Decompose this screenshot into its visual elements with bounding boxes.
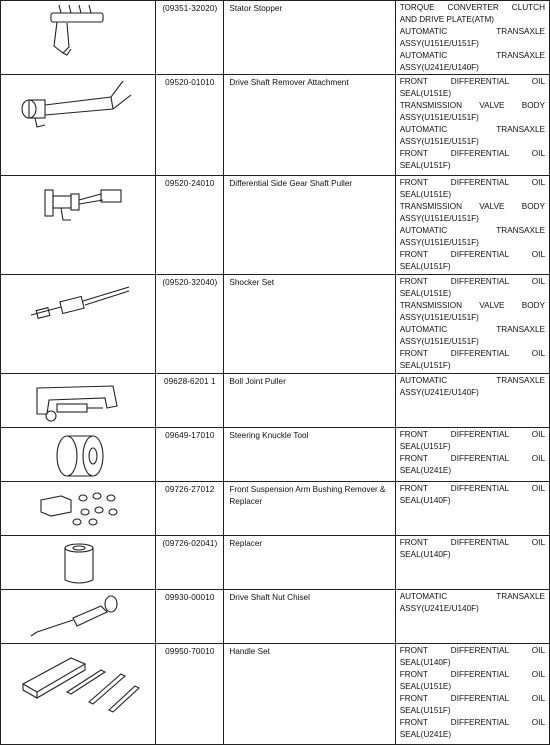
tool-illustration — [1, 275, 156, 374]
application-line: SEAL(U151E) — [399, 289, 452, 298]
application-line: FRONT DIFFERENTIAL OIL — [399, 454, 545, 463]
side-gear-shaft-puller-icon — [1, 176, 155, 274]
table-row — [1, 75, 550, 176]
application-line: SEAL(U151E) — [399, 89, 452, 98]
application-line: FRONT DIFFERENTIAL OIL — [399, 718, 545, 727]
table-row — [1, 374, 550, 428]
part-number: 09950-70010 — [156, 644, 224, 745]
application-line: ASSY(U241E/U140F) — [399, 388, 479, 397]
application-cell — [395, 75, 549, 176]
application-line: FRONT DIFFERENTIAL OIL — [399, 430, 545, 439]
application-cell — [395, 644, 549, 745]
application-line: FRONT DIFFERENTIAL OIL — [399, 670, 545, 679]
part-number: (09520-32040) — [156, 275, 224, 374]
application-line: FRONT DIFFERENTIAL OIL — [399, 77, 545, 86]
tool-illustration — [1, 590, 156, 644]
application-line: FRONT DIFFERENTIAL OIL — [399, 646, 545, 655]
application-line: FRONT DIFFERENTIAL OIL — [399, 178, 545, 187]
application-line: ASSY(U151E/U151F) — [399, 113, 479, 122]
application-line: AUTOMATIC TRANSAXLE — [399, 376, 545, 385]
application-line: AUTOMATIC TRANSAXLE — [399, 592, 545, 601]
part-number: 09628-6201 1 — [156, 374, 224, 428]
tool-illustration — [1, 1, 156, 75]
application-line: ASSY(U151E/U151F) — [399, 238, 479, 247]
application-cell — [395, 374, 549, 428]
table-row — [1, 644, 550, 745]
application-line: SEAL(U241E) — [399, 730, 452, 739]
application-line: AND DRIVE PLATE(ATM) — [399, 15, 495, 24]
tool-name: Front Suspension Arm Bushing Remover & Replacer — [224, 482, 395, 536]
table-row — [1, 275, 550, 374]
application-line: AUTOMATIC TRANSAXLE — [399, 27, 545, 36]
application-line: SEAL(U151F) — [399, 442, 451, 451]
part-number: 09930-00010 — [156, 590, 224, 644]
tool-illustration — [1, 536, 156, 590]
stator-stopper-icon — [1, 1, 155, 74]
steering-knuckle-tool-icon — [1, 428, 155, 481]
part-number: 09726-27012 — [156, 482, 224, 536]
tool-name: Shocker Set — [224, 275, 395, 374]
application-cell — [395, 176, 549, 275]
application-line: SEAL(U140F) — [399, 658, 451, 667]
application-line: FRONT DIFFERENTIAL OIL — [399, 277, 545, 286]
tool-name: Drive Shaft Nut Chisel — [224, 590, 395, 644]
application-line: FRONT DIFFERENTIAL OIL — [399, 538, 545, 547]
drive-shaft-nut-chisel-icon — [1, 590, 155, 643]
tool-name: Steering Knuckle Tool — [224, 428, 395, 482]
application-line: ASSY(U241E/U140F) — [399, 63, 479, 72]
application-line: ASSY(U151E/U151F) — [399, 313, 479, 322]
tool-name: Drive Shaft Remover Attachment — [224, 75, 395, 176]
application-cell — [395, 536, 549, 590]
application-cell — [395, 275, 549, 374]
tool-name: Differential Side Gear Shaft Puller — [224, 176, 395, 275]
application-line: TRANSMISSION VALVE BODY — [399, 101, 545, 110]
table-row — [1, 536, 550, 590]
application-line: FRONT DIFFERENTIAL OIL — [399, 149, 545, 158]
application-line: ASSY(U151E/U151F) — [399, 39, 479, 48]
table-row — [1, 1, 550, 75]
application-cell — [395, 590, 549, 644]
table-row — [1, 482, 550, 536]
tool-illustration — [1, 644, 156, 745]
handle-set-icon — [1, 644, 155, 744]
application-line: ASSY(U151E/U151F) — [399, 337, 479, 346]
tool-name: Handle Set — [224, 644, 395, 745]
application-line: SEAL(U151E) — [399, 190, 452, 199]
ball-joint-puller-icon — [1, 374, 155, 427]
table-row — [1, 590, 550, 644]
tool-illustration — [1, 374, 156, 428]
application-line: SEAL(U140F) — [399, 550, 451, 559]
application-line: ASSY(U151E/U151F) — [399, 137, 479, 146]
tool-name: Stator Stopper — [224, 1, 395, 75]
application-cell — [395, 1, 549, 75]
application-line: SEAL(U151F) — [399, 161, 451, 170]
application-line: TRANSMISSION VALVE BODY — [399, 301, 545, 310]
application-cell — [395, 428, 549, 482]
application-line: SEAL(U151F) — [399, 262, 451, 271]
tool-illustration — [1, 482, 156, 536]
tool-illustration — [1, 75, 156, 176]
drive-shaft-remover-attachment-icon — [1, 75, 155, 175]
application-line: SEAL(U151F) — [399, 706, 451, 715]
application-line: AUTOMATIC TRANSAXLE — [399, 51, 545, 60]
tool-name: Boll Joint Puller — [224, 374, 395, 428]
replacer-icon — [1, 536, 155, 589]
application-line: SEAL(U151E) — [399, 682, 452, 691]
application-line: SEAL(U140F) — [399, 496, 451, 505]
application-line: ASSY(U151E/U151F) — [399, 214, 479, 223]
application-line: TRANSMISSION VALVE BODY — [399, 202, 545, 211]
application-line: AUTOMATIC TRANSAXLE — [399, 226, 545, 235]
application-line: FRONT DIFFERENTIAL OIL — [399, 694, 545, 703]
bushing-remover-replacer-icon — [1, 482, 155, 535]
application-line: ASSY(U241E/U140F) — [399, 604, 479, 613]
application-line: FRONT DIFFERENTIAL OIL — [399, 349, 545, 358]
part-number: 09520-01010 — [156, 75, 224, 176]
table-row — [1, 176, 550, 275]
application-line: SEAL(U241E) — [399, 466, 452, 475]
part-number: (09351-32020) — [156, 1, 224, 75]
part-number: (09726-02041) — [156, 536, 224, 590]
shocker-set-icon — [1, 275, 155, 373]
application-line: FRONT DIFFERENTIAL OIL — [399, 250, 545, 259]
part-number: 09520-24010 — [156, 176, 224, 275]
application-line: SEAL(U151F) — [399, 361, 451, 370]
application-line: AUTOMATIC TRANSAXLE — [399, 125, 545, 134]
part-number: 09649-17010 — [156, 428, 224, 482]
tool-illustration — [1, 428, 156, 482]
tool-name: Replacer — [224, 536, 395, 590]
application-line: FRONT DIFFERENTIAL OIL — [399, 484, 545, 493]
application-cell — [395, 482, 549, 536]
application-line: TORQUE CONVERTER CLUTCH — [399, 3, 545, 12]
tool-illustration — [1, 176, 156, 275]
table-row — [1, 428, 550, 482]
application-line: AUTOMATIC TRANSAXLE — [399, 325, 545, 334]
